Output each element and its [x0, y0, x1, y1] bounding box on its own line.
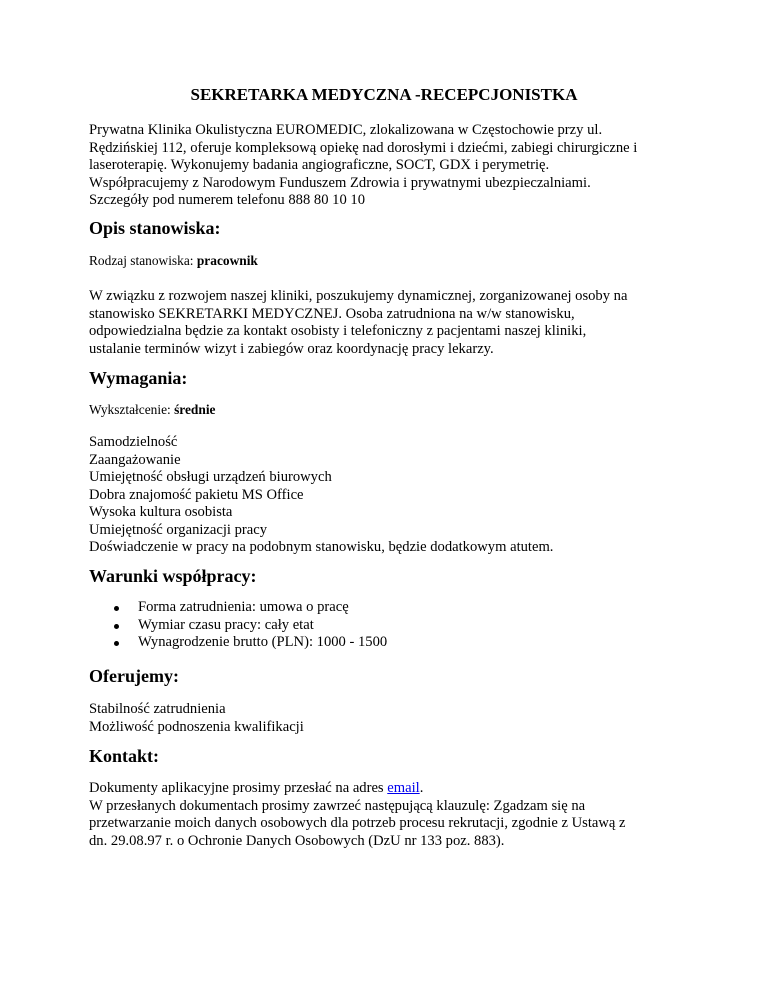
- contact-prefix: Dokumenty aplikacyjne prosimy przesłać na adres: [89, 780, 388, 796]
- requirements-list: [89, 434, 689, 557]
- requirement-item: Dobra znajomość pakietu MS Office: [89, 486, 304, 503]
- contact-line: dn. 29.08.97 r. o Ochronie Danych Osobowych (DzU nr 133 poz. 883).: [89, 832, 505, 849]
- position-type: [89, 252, 258, 269]
- requirement-item: Umiejętność obsługi urządzeń biurowych: [89, 469, 332, 485]
- position-type-value: pracownik: [196, 253, 258, 268]
- intro-line: Prywatna Klinika Okulistyczna EUROMEDIC, zlokalizowana w Częstochowie przy ul.: [89, 122, 603, 138]
- opis-line: ustalanie terminów wizyt i zabiegów oraz koordynację pracy lekarzy.: [89, 340, 494, 357]
- kontakt-heading: Kontakt:: [89, 746, 160, 766]
- position-type-label: Rodzaj stanowiska:: [89, 253, 197, 268]
- condition-text: Wymiar czasu pracy: cały etat: [138, 616, 314, 633]
- offer-item: Możliwość podnoszenia kwalifikacji: [89, 718, 304, 735]
- wymagania-heading: Wymagania:: [89, 368, 188, 388]
- email-link[interactable]: email: [387, 780, 420, 796]
- condition-item: [89, 599, 387, 617]
- opis-line: odpowiedzialna będzie za kontakt osobisty i telefoniczny z pacjentami naszej kliniki,: [89, 323, 587, 339]
- requirement-item: Wysoka kultura osobista: [89, 504, 233, 520]
- opis-line: stanowisko SEKRETARKI MEDYCZNEJ. Osoba zatrudniona na w/w stanowisku,: [89, 305, 575, 322]
- intro-line: Szczegóły pod numerem telefonu 888 80 10 10: [89, 192, 365, 208]
- contact-paragraph: [89, 780, 689, 850]
- condition-text: Forma zatrudnienia: umowa o pracę: [138, 599, 349, 615]
- education: [89, 401, 216, 418]
- requirement-item: Zaangażowanie: [89, 451, 181, 468]
- opis-heading: Opis stanowiska:: [89, 218, 221, 238]
- intro-line: Współpracujemy z Narodowym Funduszem Zdrowia i prywatnymi ubezpieczalniami.: [89, 174, 591, 191]
- bullet-icon: [114, 624, 119, 629]
- condition-item: [89, 634, 387, 652]
- education-value: średnie: [174, 402, 216, 417]
- bullet-icon: [114, 606, 119, 611]
- warunki-heading: Warunki współpracy:: [89, 566, 257, 586]
- contact-line: przetwarzanie moich danych osobowych dla potrzeb procesu rekrutacji, zgodnie z Ustawą z: [89, 815, 626, 831]
- opis-line: W związku z rozwojem naszej kliniki, poszukujemy dynamicznej, zorganizowanej osoby na: [89, 288, 628, 304]
- contact-line: W przesłanych dokumentach prosimy zawrzeć następującą klauzulę: Zgadzam się na: [89, 797, 586, 814]
- intro-line: laseroterapię. Wykonujemy badania angiograficzne, SOCT, GDX i perymetrię.: [89, 157, 550, 173]
- intro-line: Rędzińskiej 112, oferuje kompleksową opiekę nad dorosłymi i dziećmi, zabiegi chirurgiczne i: [89, 139, 638, 156]
- requirement-item: Umiejętność organizacji pracy: [89, 521, 268, 538]
- education-label: Wykształcenie:: [89, 402, 175, 417]
- contact-line: [89, 780, 689, 798]
- page-title: SEKRETARKA MEDYCZNA -RECEPCJONISTKA: [190, 85, 578, 104]
- oferujemy-heading: Oferujemy:: [89, 666, 179, 686]
- offer-list: [89, 701, 689, 736]
- offer-item: Stabilność zatrudnienia: [89, 701, 226, 717]
- condition-text: Wynagrodzenie brutto (PLN): 1000 - 1500: [138, 634, 388, 650]
- bullet-icon: [114, 641, 119, 646]
- contact-suffix: .: [419, 780, 424, 796]
- requirement-item: Doświadczenie w pracy na podobnym stanowisku, będzie dodatkowym atutem.: [89, 539, 554, 555]
- intro-paragraph: [89, 122, 689, 210]
- opis-paragraph: [89, 288, 689, 358]
- condition-item: [89, 617, 387, 635]
- conditions-list: [89, 599, 387, 652]
- requirement-item: Samodzielność: [89, 434, 178, 450]
